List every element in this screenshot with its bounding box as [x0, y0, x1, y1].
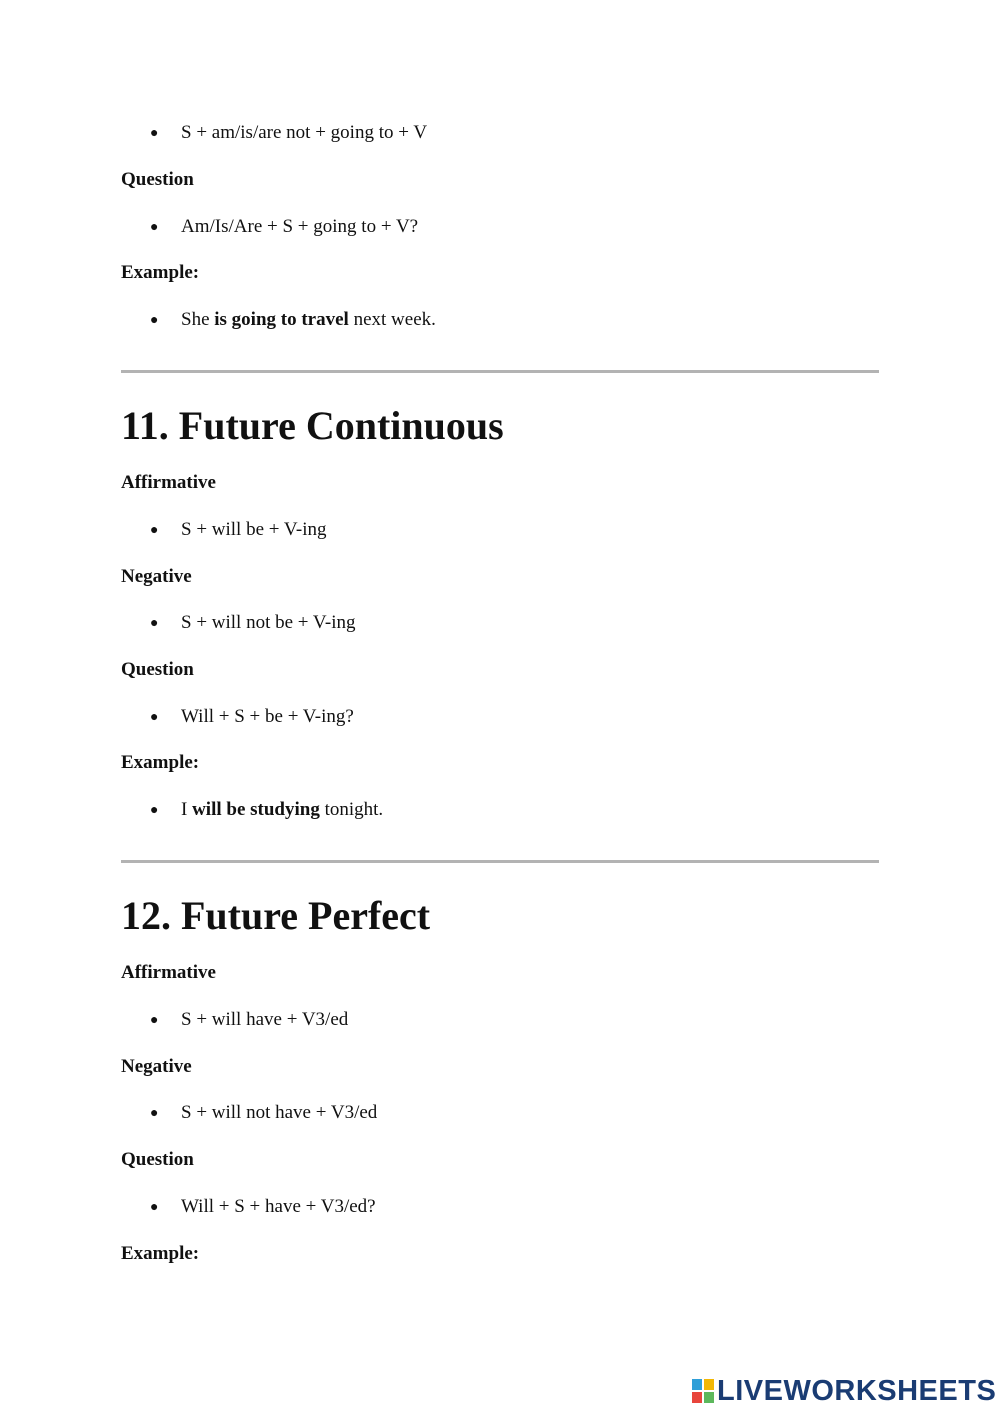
- list-item: [150, 215, 418, 240]
- bullet-icon: ●: [150, 313, 159, 328]
- example-label: Example:: [121, 752, 200, 773]
- negative-label: Negative: [121, 566, 192, 587]
- bullet-icon: ●: [150, 616, 159, 631]
- formula-text: Will + S + be + V-ing?: [181, 706, 354, 727]
- list-item: [150, 518, 326, 543]
- example-post: tonight.: [319, 799, 384, 820]
- section-title: 11. Future Continuous: [121, 403, 504, 448]
- formula-text: S + am/is/are not + going to + V: [181, 122, 428, 143]
- divider: [121, 860, 879, 863]
- example-pre: I: [181, 799, 193, 820]
- example-pre: She: [181, 309, 215, 330]
- example-bold: will be studying: [192, 799, 320, 820]
- list-item: [150, 611, 356, 636]
- example-label: Example:: [121, 1243, 200, 1264]
- list-item: [150, 308, 436, 333]
- list-item: [150, 1101, 377, 1126]
- negative-label: Negative: [121, 1056, 192, 1077]
- example-post: next week.: [348, 309, 436, 330]
- logo-text: LIVEWORKSHEETS: [717, 1374, 997, 1407]
- bullet-icon: ●: [150, 1200, 159, 1215]
- formula-text: S + will not be + V-ing: [181, 612, 356, 633]
- bullet-icon: ●: [150, 523, 159, 538]
- question-label: Question: [121, 169, 194, 190]
- bullet-icon: ●: [150, 803, 159, 818]
- formula-text: S + will be + V-ing: [181, 519, 327, 540]
- section-title: 12. Future Perfect: [121, 893, 431, 938]
- bullet-icon: ●: [150, 220, 159, 235]
- liveworksheets-logo: [692, 1374, 996, 1408]
- formula-text: Am/Is/Are + S + going to + V?: [181, 216, 419, 237]
- bullet-icon: ●: [150, 710, 159, 725]
- list-item: [150, 1008, 348, 1033]
- affirmative-label: Affirmative: [121, 962, 216, 983]
- formula-text: S + will have + V3/ed: [181, 1009, 349, 1030]
- formula-text: S + will not have + V3/ed: [181, 1102, 378, 1123]
- divider: [121, 370, 879, 373]
- example-bold: is going to travel: [214, 309, 349, 330]
- bullet-icon: ●: [150, 126, 159, 141]
- question-label: Question: [121, 1149, 194, 1170]
- formula-text: Will + S + have + V3/ed?: [181, 1196, 376, 1217]
- example-label: Example:: [121, 262, 200, 283]
- list-item: [150, 798, 383, 823]
- list-item: [150, 121, 427, 146]
- affirmative-label: Affirmative: [121, 472, 216, 493]
- logo-icon: [692, 1379, 714, 1403]
- list-item: [150, 1195, 376, 1220]
- question-label: Question: [121, 659, 194, 680]
- bullet-icon: ●: [150, 1013, 159, 1028]
- list-item: [150, 705, 354, 730]
- bullet-icon: ●: [150, 1106, 159, 1121]
